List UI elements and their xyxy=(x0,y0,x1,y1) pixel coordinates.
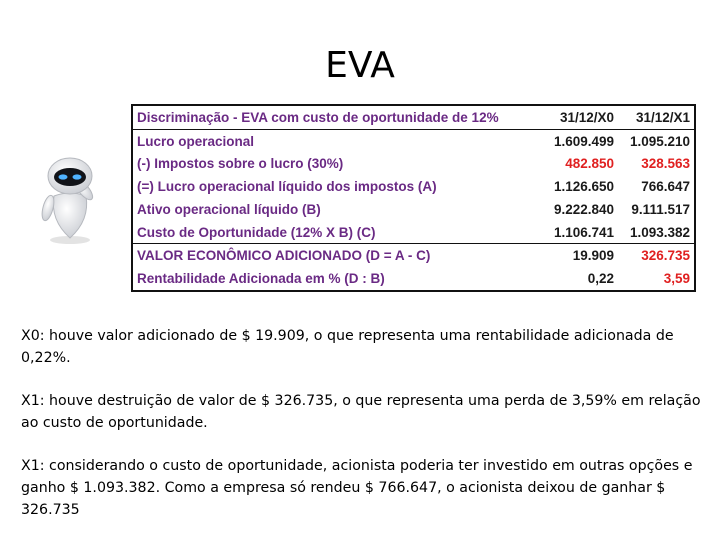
row-value-x1: 9.111.517 xyxy=(631,201,690,217)
header-col1: 31/12/X0 xyxy=(559,109,614,125)
row-value-x1: 1.093.382 xyxy=(629,224,690,240)
row-value-x0: 1.126.650 xyxy=(553,179,614,195)
table-row xyxy=(133,129,694,152)
table-row xyxy=(133,267,694,290)
row-label: (=) Lucro operacional líquido dos impostos (A) xyxy=(137,179,437,195)
row-value-x1: 766.647 xyxy=(641,179,690,195)
row-label: Ativo operacional líquido (B) xyxy=(137,201,321,217)
row-value-x0: 0,22 xyxy=(587,271,614,287)
eva-table xyxy=(131,104,696,292)
row-value-x0: 9.222.840 xyxy=(553,201,614,217)
row-label: VALOR ECONÔMICO ADICIONADO (D = A - C) xyxy=(133,244,535,267)
table-row xyxy=(133,175,694,198)
row-value-x0: 19.909 xyxy=(535,244,618,267)
row-label: (-) Impostos sobre o lucro (30%) xyxy=(137,156,344,172)
paragraph-x1-opportunity: X1: considerando o custo de oportunidade, acionista poderia ter investido em outras opções e ganho $ 1.093.382. Como a empresa só rendeu $ 766.647, o acionista deixou de ganhar $ 326.735 xyxy=(21,458,693,518)
row-value-x1: 1.095.210 xyxy=(618,129,694,152)
page-title: EVA xyxy=(325,45,395,86)
table-header-row xyxy=(133,106,694,129)
row-value-x0: 1.106.741 xyxy=(553,224,614,240)
row-value-x1: 326.735 xyxy=(618,244,694,267)
row-label: Lucro operacional xyxy=(133,129,535,152)
row-value-x1: 3,59 xyxy=(663,271,690,287)
header-label: Discriminação - EVA com custo de oportunidade de 12% xyxy=(137,109,499,125)
paragraph-x0: X0: houve valor adicionado de $ 19.909, o que representa uma rentabilidade adicionada de 0,22%. xyxy=(21,328,674,366)
row-value-x0: 482.850 xyxy=(565,156,614,172)
row-label: Custo de Oportunidade (12% X B) (C) xyxy=(137,224,376,240)
header-col2: 31/12/X1 xyxy=(635,109,690,125)
table-row xyxy=(133,221,694,244)
paragraph-x1-destruction: X1: houve destruição de valor de $ 326.735, o que representa uma perda de 3,59% em relação ao custo de oportunidade. xyxy=(21,393,701,431)
row-value-x0: 1.609.499 xyxy=(535,129,618,152)
robot-icon xyxy=(34,150,106,246)
table-row xyxy=(133,153,694,176)
table-row xyxy=(133,198,694,221)
table-row xyxy=(133,244,694,267)
row-value-x1: 328.563 xyxy=(641,156,690,172)
row-label: Rentabilidade Adicionada em % (D : B) xyxy=(137,271,385,287)
